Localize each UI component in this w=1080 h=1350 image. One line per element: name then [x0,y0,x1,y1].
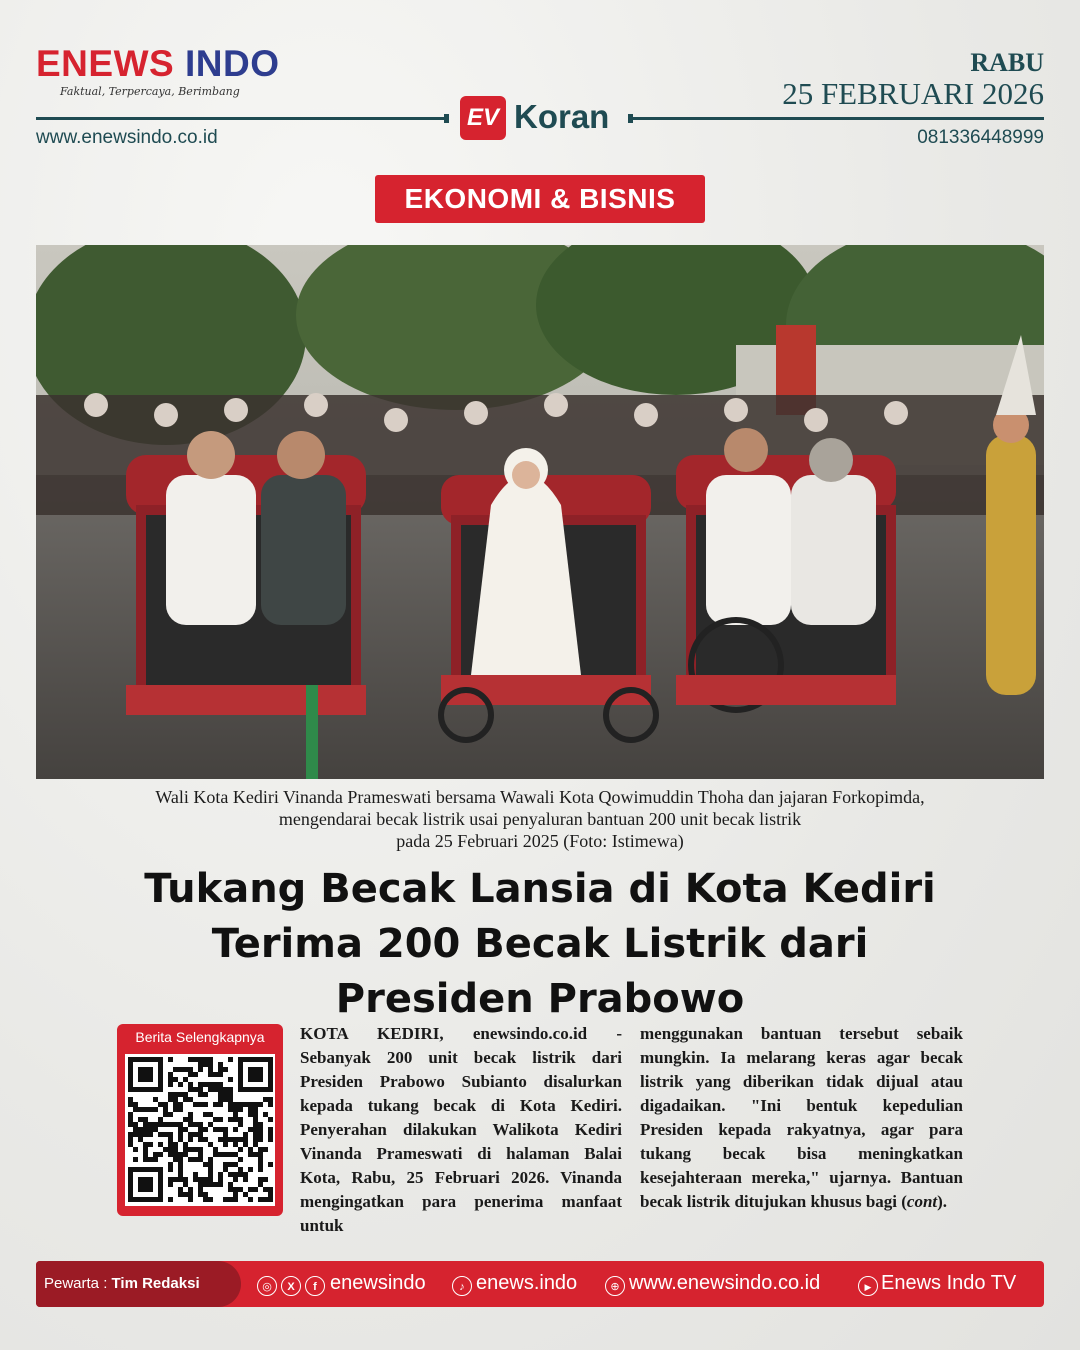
section-badge: EKONOMI & BISNIS [375,175,705,223]
caption-line: mengendarai becak listrik usai penyaluran bantuan 200 unit becak listrik [278,809,802,829]
ev-logo-icon: EV [460,96,506,140]
brand-name-part2: INDO [184,43,280,84]
brand-tagline: Faktual, Terpercaya, Berimbang [60,85,240,98]
instagram-icon[interactable]: ◎ [257,1276,277,1296]
headline-line: Presiden Prabowo [335,976,745,1022]
qr-code[interactable] [125,1054,275,1206]
qr-label: Berita Selengkapnya [135,1029,265,1045]
article-column-1: KOTA KEDIRI, enewsindo.co.id - Sebanyak 200 unit becak listrik dari Presiden Prabowo Subianto disalurkan kepada tukang becak di Kota Kediri. Penyerahan dilakukan Walikota Kediri Vinanda Prameswati di halaman Balai Kota, Rabu, 25 Februari 2026. Vinanda mengingatkan para penerima manfaat untuk [300,1024,622,1235]
header-divider-right [632,117,1044,120]
article-column-2-text: menggunakan bantuan tersebut sebaik mungkin. Ia melarang keras agar becak listrik yang diberikan tidak dijual atau digadaikan. "Ini bentuk kepedulian Presiden kepada rakyatnya, agar para tukang becak bisa meningkatkan kesejahteraan mereka," ujarnya. Bantuan becak listrik ditujukan khusus bagi ( [640,1024,963,1211]
header-divider-left [36,117,448,120]
caption-line: Wali Kota Kediri Vinanda Prameswati bersama Wawali Kota Qowimuddin Thoha dan jajaran Forkopimda, [155,787,925,807]
article-headline [60,862,1020,1027]
article-column-2 [640,1022,963,1214]
youtube-icon[interactable]: ▶ [858,1276,878,1296]
headline-line: Tukang Becak Lansia di Kota Kediri [144,866,936,912]
header-website[interactable]: www.enewsindo.co.id [36,127,218,148]
caption-line: pada 25 Februari 2025 (Foto: Istimewa) [396,831,684,851]
reporter-label: Pewarta : [44,1275,112,1292]
footer-website[interactable]: www.enewsindo.co.id [629,1272,821,1294]
news-photo [36,245,1044,779]
header-divider-cap-right [628,114,633,123]
headline-line: Terima 200 Becak Listrik dari [211,921,869,967]
youtube-channel[interactable]: Enews Indo TV [881,1272,1017,1294]
tiktok-handle[interactable]: enews.indo [476,1272,578,1294]
header-phone: 081336448999 [917,127,1044,148]
brand-logo [36,44,279,84]
article-column-2-end: ). [937,1192,948,1211]
reporter-credit [44,1275,200,1292]
qr-code-icon [125,1054,275,1206]
header-divider-cap-left [444,114,449,123]
tiktok-icon[interactable]: ♪ [452,1276,472,1296]
photo-caption [36,786,1044,852]
article-cont-marker: cont [906,1192,938,1211]
reporter-name: Tim Redaksi [111,1275,200,1292]
issue-day: RABU [970,48,1044,77]
social-handle[interactable]: enewsindo [330,1272,426,1294]
issue-date: 25 FEBRUARI 2026 [782,76,1044,111]
edition-label: Koran [514,98,610,135]
globe-icon[interactable]: ⊕ [605,1276,625,1296]
brand-name-part1: ENEWS [36,43,175,84]
facebook-icon[interactable]: f [305,1276,325,1296]
x-icon[interactable]: X [281,1276,301,1296]
